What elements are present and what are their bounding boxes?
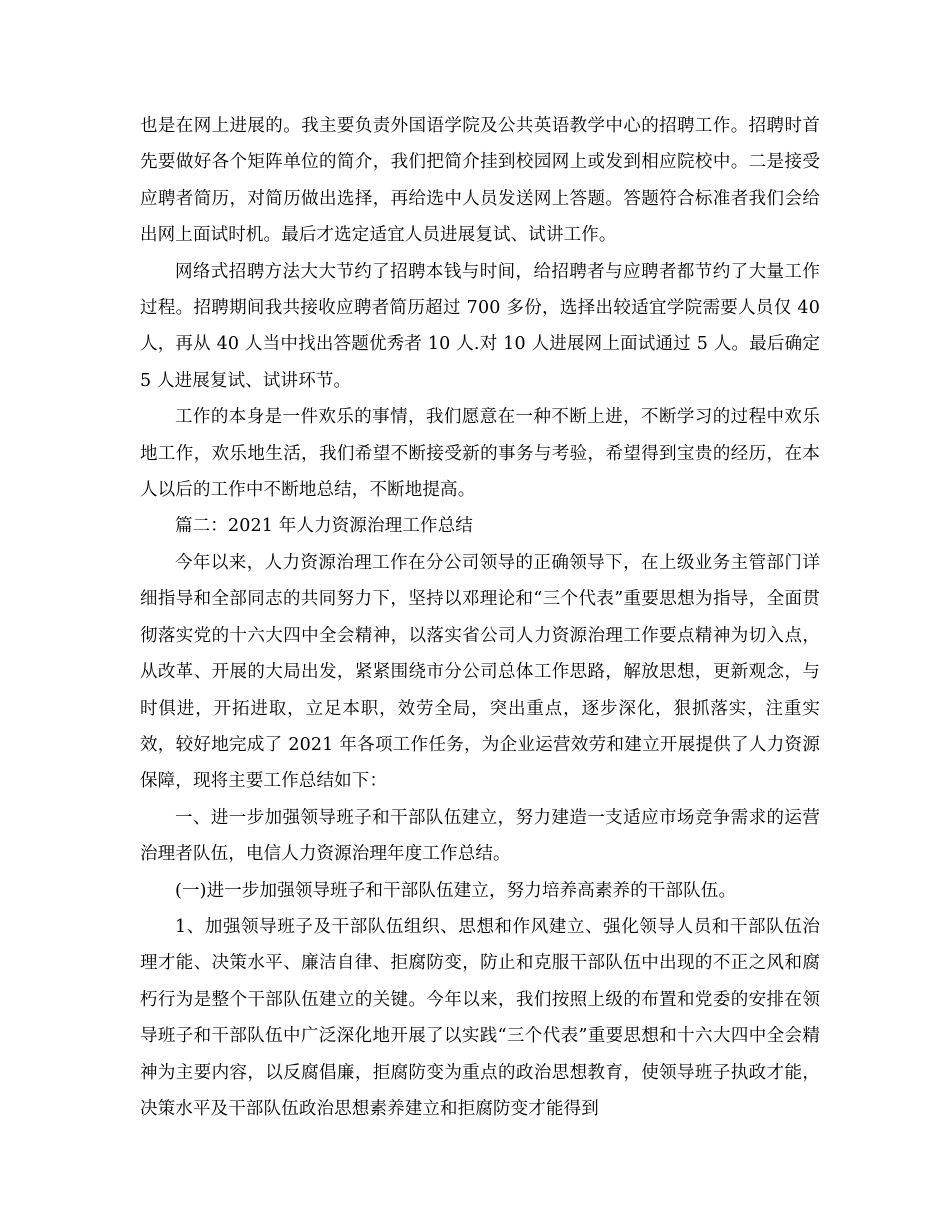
paragraph-5: 一、进一步加强领导班子和干部队伍建立，努力建造一支适应市场竞争需求的运营治理者队伍，电信人力资源治理年度工作总结。 xyxy=(140,807,820,865)
paragraph-2: 网络式招聘方法大大节约了招聘本钱与时间，给招聘者与应聘者都节约了大量工作过程。招聘期间我共接收应聘者简历超过 700 多份，选择出较适宜学院需要人员仅 40 人，再从 40 人当中找出答题优秀者 10 人.对 10 人进展网上面试通过 5 人。最后确定 5 人进展复试、试讲环节。 xyxy=(140,261,820,391)
paragraph-3: 工作的本身是一件欢乐的事情，我们愿意在一种不断上进，不断学习的过程中欢乐地工作，欢乐地生活，我们希望不断接受新的事务与考验，希望得到宝贵的经历，在本人以后的工作中不断地总结，不断地提高。 xyxy=(140,407,820,501)
section-heading: 篇二：2021 年人力资源治理工作总结 xyxy=(175,516,473,537)
document-page xyxy=(140,108,820,1127)
paragraph-1: 也是在网上进展的。我主要负责外国语学院及公共英语教学中心的招聘工作。招聘时首先要做好各个矩阵单位的简介，我们把简介挂到校园网上或发到相应院校中。二是接受应聘者简历，对简历做出选择，再给选中人员发送网上答题。答题符合标准者我们会给出网上面试时机。最后才选定适宜人员进展复试、试讲工作。 xyxy=(140,116,820,246)
paragraph-6: (一)进一步加强领导班子和干部队伍建立，努力培养高素养的干部队伍。 xyxy=(175,880,737,901)
paragraph-4: 今年以来，人力资源治理工作在分公司领导的正确领导下，在上级业务主管部门详细指导和全部同志的共同努力下，坚持以邓理论和“三个代表”重要思想为指导，全面贯彻落实党的十六大四中全会精神，以落实省公司人力资源治理工作要点精神为切入点，从改革、开展的大局出发，紧紧围绕市分公司总体工作思路，解放思想，更新观念，与时俱进，开拓进取，立足本职，效劳全局，突出重点，逐步深化，狠抓落实，注重实效，较好地完成了 2021 年各项工作任务，为企业运营效劳和建立开展提供了人力资源保障，现将主要工作总结如下： xyxy=(140,552,820,792)
paragraph-7: 1、加强领导班子及干部队伍组织、思想和作风建立、强化领导人员和干部队伍治理才能、决策水平、廉洁自律、拒腐防变，防止和克服干部队伍中出现的不正之风和腐朽行为是整个干部队伍建立的关键。今年以来，我们按照上级的布置和党委的安排在领导班子和干部队伍中广泛深化地开展了以实践“三个代表”重要思想和十六大四中全会精神为主要内容，以反腐倡廉，拒腐防变为重点的政治思想教育，使领导班子执政才能，决策水平及干部队伍政治思想素养建立和拒腐防变才能得到 xyxy=(140,916,820,1119)
